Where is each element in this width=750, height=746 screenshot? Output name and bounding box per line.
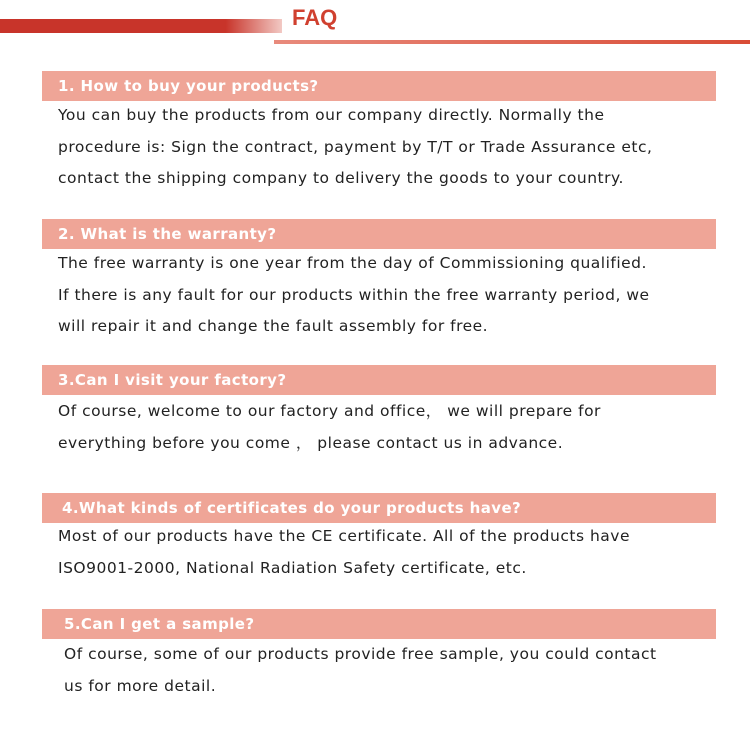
faq-answer-3	[58, 396, 601, 459]
faq-answer-4	[58, 521, 630, 584]
faq-question-4: 4.What kinds of certificates do your products have?	[42, 493, 716, 523]
page-title: FAQ	[292, 5, 338, 30]
answer-line: Of course, welcome to our factory and office， we will prepare for	[58, 402, 601, 420]
faq-question-3: 3.Can I visit your factory?	[42, 365, 716, 395]
answer-line: If there is any fault for our products within the free warranty period, we	[58, 285, 650, 304]
answer-line: Of course, some of our products provide free sample, you could contact	[64, 645, 657, 663]
faq-question-5: 5.Can I get a sample?	[42, 609, 716, 639]
answer-line: The free warranty is one year from the day of Commissioning qualified.	[58, 254, 647, 272]
header-underline	[274, 40, 750, 44]
answer-line: us for more detail.	[64, 676, 217, 695]
answer-line: Most of our products have the CE certificate. All of the products have	[58, 527, 630, 545]
answer-line: will repair it and change the fault assembly for free.	[58, 317, 489, 335]
header-red-bar	[0, 19, 282, 33]
faq-question-2: 2. What is the warranty?	[42, 219, 716, 249]
faq-question-1: 1. How to buy your products?	[42, 71, 716, 101]
faq-answer-2	[58, 248, 650, 343]
answer-line: procedure is: Sign the contract, payment by T/T or Trade Assurance etc,	[58, 137, 653, 156]
faq-answer-5	[64, 639, 657, 702]
faq-answer-1	[58, 100, 652, 195]
answer-line: contact the shipping company to delivery the goods to your country.	[58, 169, 624, 187]
answer-line: ISO9001-2000, National Radiation Safety certificate, etc.	[58, 558, 527, 577]
answer-line: everything before you come ， please contact us in advance.	[58, 433, 564, 452]
answer-line: You can buy the products from our company directly. Normally the	[58, 106, 605, 124]
